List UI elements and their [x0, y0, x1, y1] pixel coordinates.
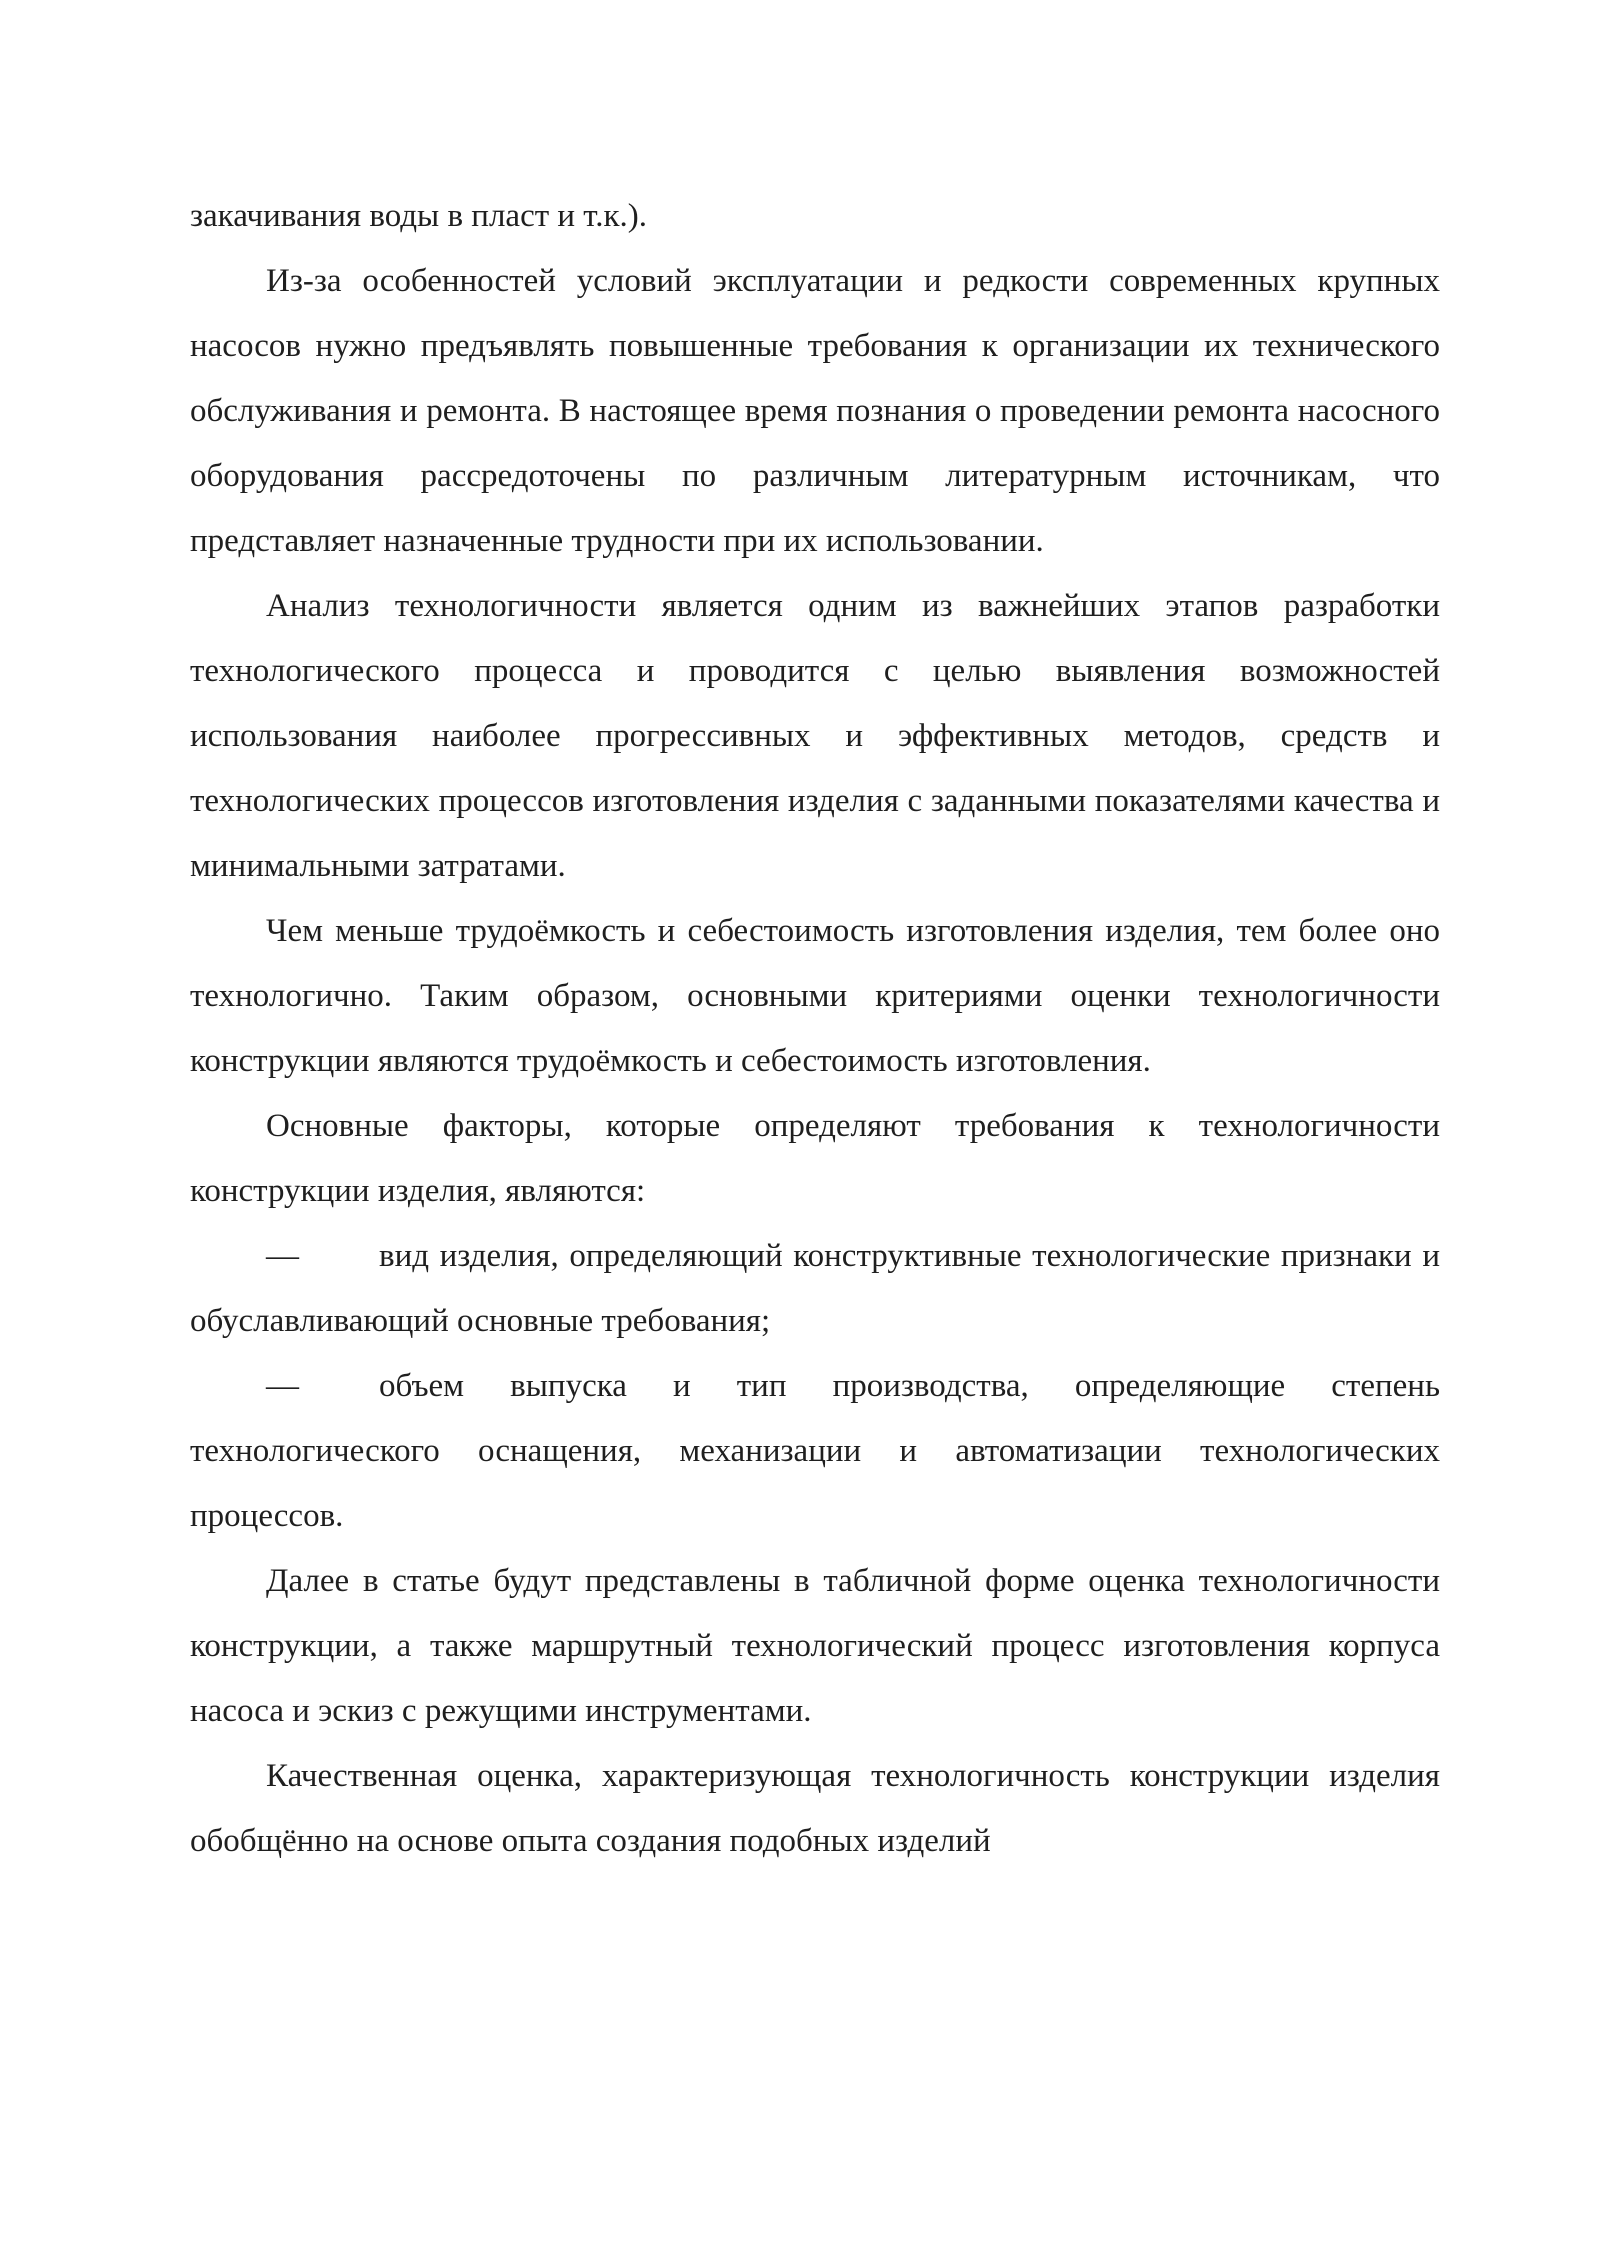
- paragraph-2: Из-за особенностей условий эксплуатации и редкости современных крупных насосов нужно предъявлять повышенные требования к организации их технического обслуживания и ремонта. В настоящее время познания о проведении ремонта насосного оборудования рассредоточены по различным литературным источникам, что представляет назначенные трудности при их использовании.: [190, 263, 1440, 559]
- paragraph-7: Качественная оценка, характеризующая технологичность конструкции изделия обобщённо на основе опыта создания подобных изделий: [190, 1758, 1440, 1859]
- dash-mark: —: [266, 1238, 299, 1274]
- paragraph-5: Основные факторы, которые определяют требования к технологичности конструкции изделия, являются:: [190, 1108, 1440, 1209]
- paragraph-1: закачивания воды в пласт и т.к.).: [190, 198, 648, 234]
- list-item-text: вид изделия, определяющий конструктивные технологические признаки и обуславливающий основные требования;: [190, 1238, 1440, 1339]
- body-text: [190, 184, 1440, 1874]
- paragraph-4: Чем меньше трудоёмкость и себестоимость изготовления изделия, тем более оно технологично. Таким образом, основными критериями оценки технологичности конструкции являются трудоёмкость и себестоимость изготовления.: [190, 913, 1440, 1079]
- list-item-2: [190, 1354, 1440, 1549]
- paragraph-3: Анализ технологичности является одним из важнейших этапов разработки технологического процесса и проводится с целью выявления возможностей использования наиболее прогрессивных и эффективных методов, средств и технологических процессов изготовления изделия с заданными показателями качества и минимальными затратами.: [190, 588, 1440, 884]
- paragraph-6: Далее в статье будут представлены в табличной форме оценка технологичности конструкции, а также маршрутный технологический процесс изготовления корпуса насоса и эскиз с режущими инструментами.: [190, 1563, 1440, 1729]
- dash-mark: —: [266, 1368, 299, 1404]
- list-item-1: [190, 1224, 1440, 1354]
- list-item-text: объем выпуска и тип производства, определяющие степень технологического оснащения, механизации и автоматизации технологических процессов.: [190, 1368, 1440, 1534]
